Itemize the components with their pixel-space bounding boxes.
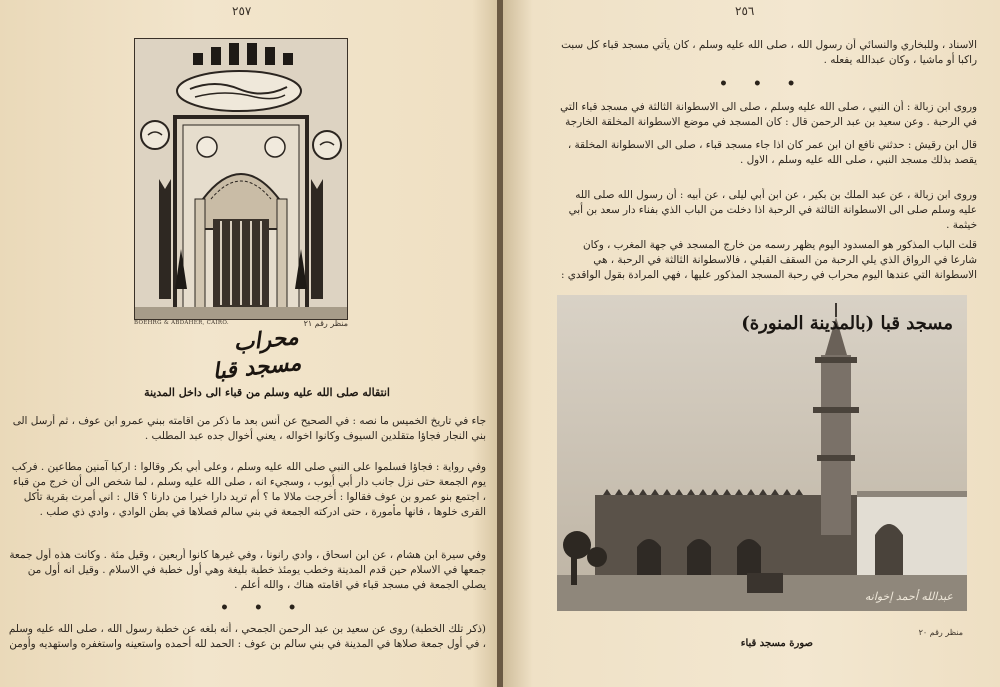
photo-credit: BOEHRG & ABDAHER, CAIRO.	[134, 320, 229, 326]
calligraphy-title: محراب مسجد قبا	[211, 323, 303, 385]
quba-mosque-image	[557, 295, 967, 611]
figure-caption: منظر رقم ٢١	[303, 319, 348, 328]
section-heading: انتقاله صلى الله عليه وسلم من قباء الى داخل المدينة	[144, 386, 390, 399]
photo-caption: صورة مسجد قباء	[740, 638, 813, 649]
paragraph: قلت الباب المذكور هو المسدود اليوم يظهر رسمه من خارج المسجد في جهة المغرب ، وكان شارعا في الرواق الذي يلي الرحبة من السقف القبلي ، فالاسطوانة الثالثة في الرحبة ، هي الاسطوانة التي عندها اليوم محراب في رحبة المسجد المذكور عليها ، فهي المرادة بقول الواقدي :	[560, 239, 977, 281]
paragraph: قال ابن رقيش : حدثني نافع ان ابن عمر كان اذا جاء مسجد قباء ، صلى الى الاسطوانة المخلقة ، يقصد بذلك مسجد النبي ، صلى الله عليه وسلم ، الاول .	[567, 139, 977, 166]
separator: • • •	[220, 600, 307, 616]
right-page	[503, 0, 1000, 687]
paragraph: الاسناد ، وللبخاري والنسائي أن رسول الله ، صلى الله عليه وسلم ، كان يأتي مسجد قباء كل سبت راكبا أو ماشيا ، وكان عبدالله يفعله .	[561, 39, 977, 66]
photo-signature: عبدالله أحمد إخوانه	[864, 590, 953, 603]
page-number: ٢٥٧	[232, 4, 252, 18]
page-number: ٢٥٦	[735, 4, 755, 18]
paragraph: وفي سيرة ابن هشام ، عن ابن اسحاق ، وادي رانونا ، وفي غيرها كانوا أربعين ، وقيل مئة . وكانت هذه أول جمعة جمعها في الاسلام حين قدم المدينة وخطب يومئذ خطبة بليغة وهي أول خطبة في الاسلام . وقيل انه أول من يصلي الجمعة في مسجد قباء في اقامته هناك ، والله أعلم .	[9, 549, 486, 591]
paragraph: وفي رواية : فجاؤا فسلموا على النبي صلى الله عليه وسلم ، وعلى أبي بكر وقالوا : اركبا آمنين مطاعين . فركب يوم الجمعة حتى نزل جانب دار أبي أيوب ، وسجيء انه ، صلى الله عليه وسلم ، لما شخص الى أن خرج من قباء ، اجتمع بنو عمرو بن عوف فقالوا : أخرجت ملالا ما ؟ أم تريد دارا خيرا من دارنا ؟ قال : اني أمرت بقرية تأكل القرى خلوها ، فانها مأمورة ، حتى ادركته الجمعة في بني سالم فصلاها في بطن الوادي ، وادي ذي صلب .	[11, 461, 486, 518]
mihrab-photo	[134, 38, 348, 320]
figure-caption: منظر رقم ٢٠	[918, 628, 963, 637]
left-page	[0, 0, 497, 687]
separator: • • •	[719, 76, 806, 92]
mosque-photo	[557, 295, 967, 611]
mihrab-illustration	[135, 39, 347, 319]
photo-handwritten-title: مسجد قبا (بالمدينة المنورة)	[741, 313, 953, 334]
paragraph: وروى ابن زبالة ، عن عبد الملك بن بكير ، عن ابن أبي ليلى ، عن أبيه : أن رسول الله صلى الله عليه وسلم صلى الى الاسطوانة الثالثة في الرحبة اذا دخلت من الباب الذي بفناء دار سعد بن أبي خيثمة .	[568, 189, 977, 231]
paragraph: جاء في تاريخ الخميس ما نصه : في الصحيح عن أنس بعد ما ذكر من اقامته ببني عمرو ابن عوف ، ثم أرسل الى بني النجار فجاؤا متقلدين السيوف وكانوا اخواله ، يعني أخوال جده عبد المطلب .	[12, 415, 486, 442]
paragraph: (ذكر تلك الخطبة) روى عن سعيد بن عبد الرحمن الجمحي ، أنه بلغه عن خطبة رسول الله ، صلى الله عليه وسلم ، في أول جمعة صلاها في المدينة في بني سالم بن عوف : الحمد لله أحمده واستعينه واستغفره واستهديه وأومن	[8, 623, 486, 650]
paragraph: وروى ابن زبالة : أن النبي ، صلى الله عليه وسلم ، صلى الى الاسطوانة الثالثة في مسجد قباء التي في الرحبة . وعن سعيد بن عبد الرحمن قال : كان المسجد في موضع الاسطوانة المخلقة الخارجة	[560, 101, 977, 128]
